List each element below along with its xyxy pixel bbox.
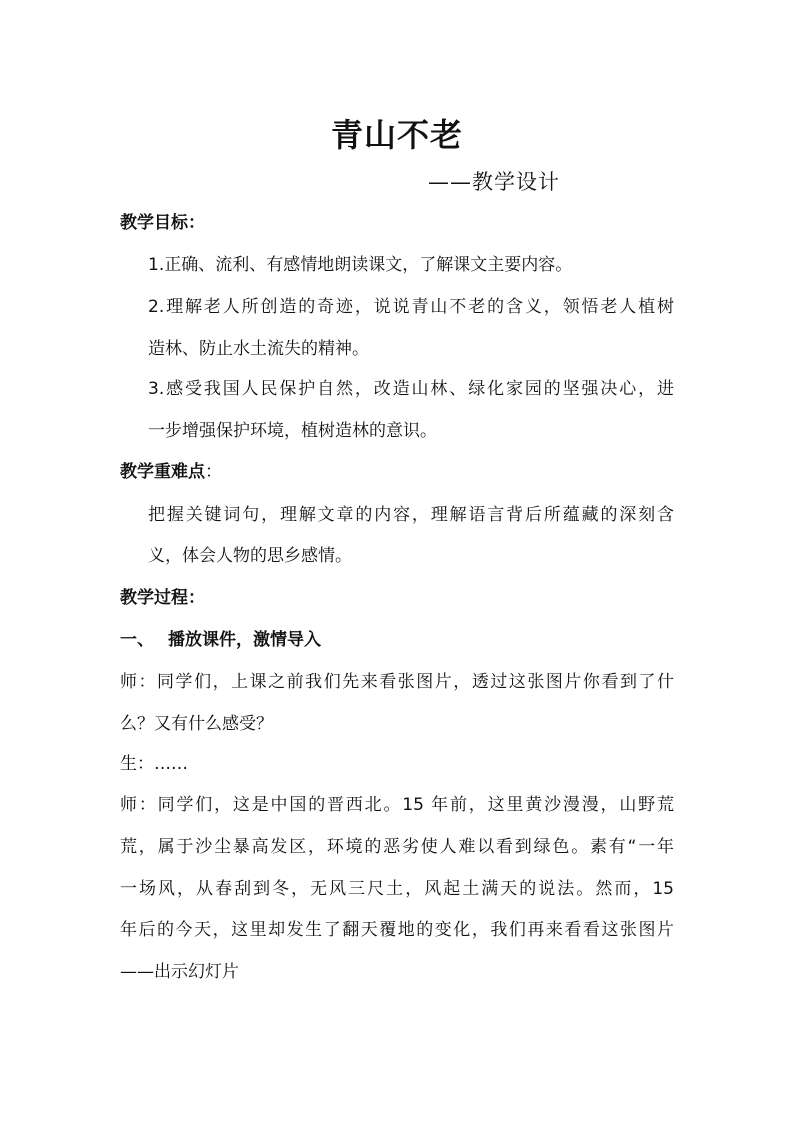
key-points-colon: ： (205, 462, 222, 482)
teacher-line-1b: 么？又有什么感受？ (120, 714, 273, 734)
teacher-line-2a: 师：同学们，这是中国的晋西北。15 年前，这里黄沙漫漫，山野荒 (120, 795, 674, 815)
goals-heading: 教学目标： (120, 213, 205, 233)
teacher-line-2d: 年后的今天，这里却发生了翻天覆地的变化，我们再来看看这张图片 (120, 920, 674, 940)
teacher-line-2e: ——出示幻灯片 (120, 962, 239, 982)
goal-3-line-1: 3.感受我国人民保护自然，改造山林、绿化家园的坚强决心，进 (148, 379, 674, 399)
step-1-heading: 播放课件，激情导入 (168, 630, 321, 650)
key-points-heading: 教学重难点 (120, 462, 205, 482)
key-points-line-1: 把握关键词句，理解文章的内容，理解语言背后所蕴藏的深刻含 (148, 505, 674, 525)
key-points-line-2: 义，体会人物的思乡感情。 (148, 546, 352, 566)
student-line-1: 生：…… (120, 754, 188, 774)
step-1-number: 一、 (120, 630, 154, 650)
process-heading: 教学过程： (120, 588, 205, 608)
document-title: 青山不老 (330, 116, 463, 154)
goal-2-line-2: 造林、防止水土流失的精神。 (148, 339, 369, 359)
teacher-line-1a: 师：同学们，上课之前我们先来看张图片，透过这张图片你看到了什 (120, 672, 674, 692)
teacher-line-2c: 一场风，从春刮到冬，无风三尺土，风起土满天的说法。然而，15 (120, 879, 674, 899)
goal-2-line-1: 2.理解老人所创造的奇迹，说说青山不老的含义，领悟老人植树 (148, 297, 674, 317)
goal-3-line-2: 一步增强保护环境，植树造林的意识。 (148, 421, 437, 441)
key-points-heading-row (120, 460, 222, 484)
teacher-line-2b: 荒，属于沙尘暴高发区，环境的恶劣使人难以看到绿色。素有“一年 (120, 837, 674, 857)
document-subtitle: ——教学设计 (428, 170, 560, 194)
goal-1: 1.正确、流利、有感情地朗读课文，了解课文主要内容。 (148, 255, 573, 275)
